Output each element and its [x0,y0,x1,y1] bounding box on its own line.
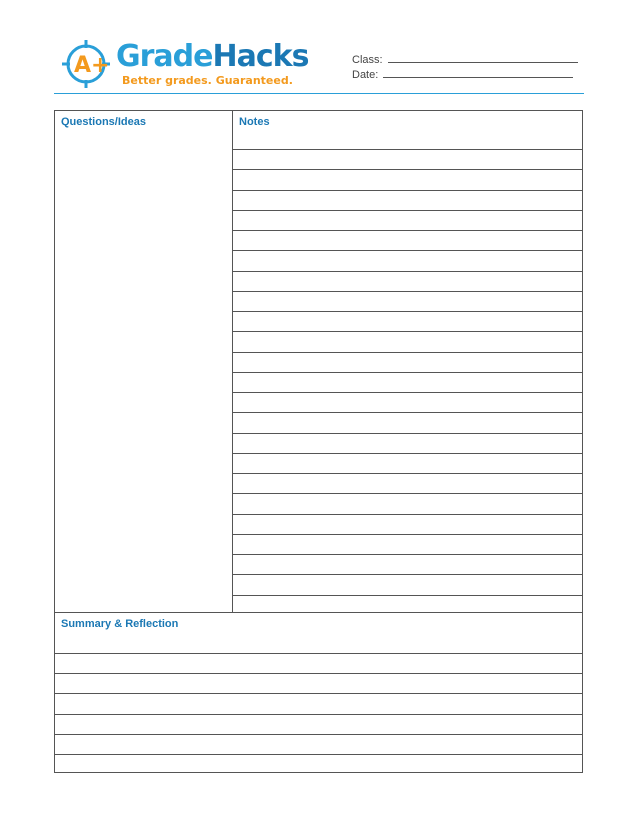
summary-section [55,612,582,772]
summary-ruled-line [55,734,582,735]
questions-title: Questions/Ideas [61,116,146,128]
notes-ruled-line [233,574,582,575]
class-label: Class: [352,54,383,66]
notes-ruled-line [233,352,582,353]
gradehacks-logo [62,36,309,96]
header-divider [54,93,584,94]
date-blank-line [383,67,573,78]
notes-ruled-line [233,149,582,150]
notes-ruled-line [233,271,582,272]
logo-mark-text: A+ [74,53,110,78]
cornell-notes-sheet [54,110,583,773]
notes-ruled-line [233,311,582,312]
notes-ruled-line [233,534,582,535]
class-field [352,52,578,67]
summary-ruled-line [55,714,582,715]
notes-ruled-line [233,473,582,474]
brand-name [116,40,308,74]
notes-ruled-line [233,412,582,413]
notes-ruled-line [233,190,582,191]
brand-name-part1: Grade [116,39,213,74]
date-label: Date: [352,69,379,81]
notes-ruled-line [233,169,582,170]
notes-ruled-line [233,493,582,494]
notes-ruled-line [233,291,582,292]
notes-ruled-line [233,433,582,434]
brand-name-part2: Hacks [212,39,309,74]
notes-ruled-line [233,210,582,211]
questions-column [55,111,233,613]
notes-ruled-line [233,453,582,454]
summary-ruled-line [55,754,582,755]
date-field [352,67,573,82]
target-logo-icon [62,36,114,88]
notes-ruled-line [233,230,582,231]
notes-ruled-line [233,392,582,393]
summary-ruled-line [55,693,582,694]
notes-column [233,111,582,613]
notes-ruled-line [233,250,582,251]
notes-ruled-line [233,595,582,596]
summary-ruled-line [55,673,582,674]
brand-tagline: Better grades. Guaranteed. [122,74,293,87]
notes-ruled-line [233,372,582,373]
notes-ruled-line [233,514,582,515]
class-blank-line [388,52,578,63]
summary-ruled-line [55,653,582,654]
notes-ruled-line [233,331,582,332]
summary-title: Summary & Reflection [61,618,179,630]
notes-title: Notes [239,116,270,128]
notes-ruled-line [233,554,582,555]
